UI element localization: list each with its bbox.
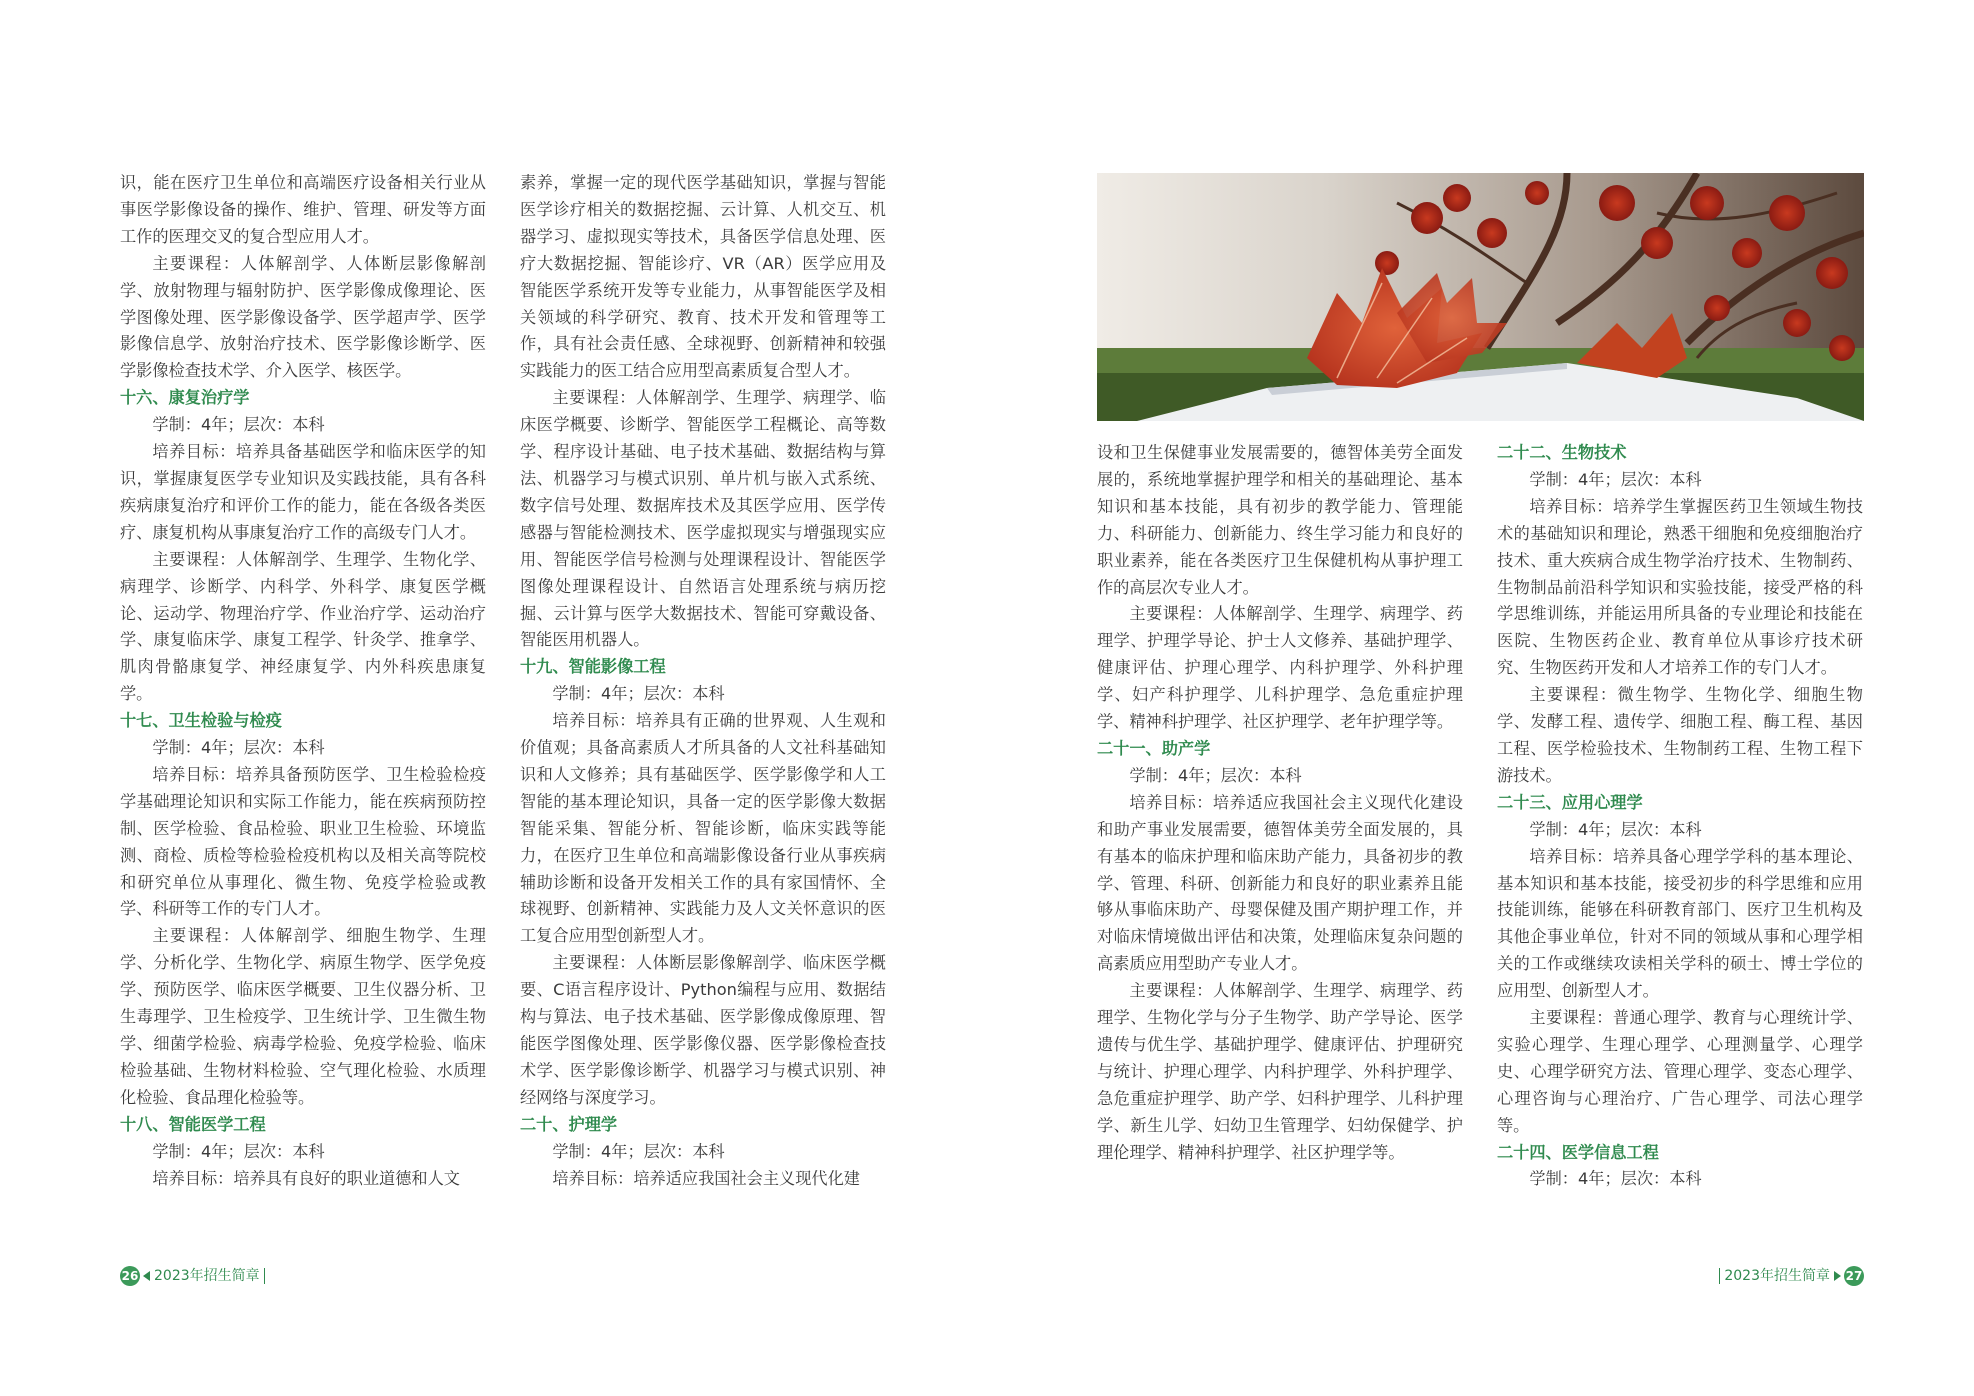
section-heading: 二十、护理学 [520,1114,618,1134]
right-page-column-2 [1497,440,1863,1193]
body-paragraph: 主要课程：普通心理学、教育与心理统计学、实验心理学、生理心理学、心理测量学、心理学史、心理学研究方法、管理心理学、变态心理学、心理咨询与心理治疗、广告心理学、司法心理学等。 [1497,1008,1863,1135]
left-page-number: 26 [120,1266,140,1286]
body-paragraph: 主要课程：人体解剖学、生理学、病理学、药理学、生物化学与分子生物学、助产学导论、医学遗传与优生学、基础护理学、健康评估、护理研究与统计、护理心理学、内科护理学、外科护理学、急危重症护理学、助产学、妇科护理学、儿科护理学、新生儿学、妇幼卫生管理学、妇幼保健学、护理伦理学、精神科护理学、社区护理学等。 [1097,981,1463,1162]
arrow-left-icon [143,1271,150,1281]
body-paragraph: 培养目标：培养具有正确的世界观、人生观和价值观；具备高素质人才所具备的人文社科基础知识和人文修养；具有基础医学、医学影像学和人工智能的基本理论知识，具备一定的医学影像大数据智能采集、智能分析、智能诊断，临床实践等能力，在医疗卫生单位和高端影像设备行业从事疾病辅助诊断和设备开发相关工作的具有家国情怀、全球视野、创新精神、实践能力及人文关怀意识的医工复合应用型创新型人才。 [520,711,886,946]
section-heading: 二十四、医学信息工程 [1497,1142,1659,1162]
section-heading: 十七、卫生检验与检疫 [120,711,282,731]
body-paragraph: 学制：4年；层次：本科 [1129,765,1302,785]
body-paragraph: 主要课程：人体解剖学、生理学、病理学、临床医学概要、诊断学、智能医学工程概论、高等数学、程序设计基础、电子技术基础、数据结构与算法、机器学习与模式识别、单片机与嵌入式系统、数字信号处理、数据库技术及其医学应用、医学传感器与智能检测技术、医学虚拟现实与增强现实应用、智能医学信号检测与处理课程设计、智能医学图像处理课程设计、自然语言处理系统与病历挖掘、云计算与医学大数据技术、智能可穿戴设备、智能医用机器人。 [520,388,886,650]
body-paragraph: 主要课程：人体解剖学、生理学、生物化学、病理学、诊断学、内科学、外科学、康复医学概论、运动学、物理治疗学、作业治疗学、运动治疗学、康复临床学、康复工程学、针灸学、推拿学、肌肉骨骼康复学、神经康复学、内外科疾患康复学。 [120,549,486,704]
body-paragraph: 学制：4年；层次：本科 [152,738,325,758]
body-paragraph: 培养目标：培养适应我国社会主义现代化建设和助产事业发展需要，德智体美劳全面发展的，具有基本的临床护理和临床助产能力，具备初步的教学、管理、科研、创新能力和良好的职业素养且能够从事临床助产、母婴保健及围产期护理工作，并对临床情境做出评估和决策，处理临床复杂问题的高素质应用型助产专业人才。 [1097,792,1463,974]
body-paragraph: 培养目标：培养学生掌握医药卫生领域生物技术的基础知识和理论，熟悉干细胞和免疫细胞治疗技术、重大疾病合成生物学治疗技术、生物制药、生物制品前沿科学知识和实验技能，接受严格的科学思维训练，并能运用所具备的专业理论和技能在医院、生物医药企业、教育单位从事诊疗技术研究、生物医药开发和人才培养工作的专门人才。 [1497,496,1863,678]
body-paragraph: 培养目标：培养具备基础医学和临床医学的知识，掌握康复医学专业知识及实践技能，具有各科疾病康复治疗和评价工作的能力，能在各级各类医疗、康复机构从事康复治疗工作的高级专门人才。 [120,442,486,542]
left-page-footer [120,1265,269,1287]
body-paragraph: 主要课程：人体解剖学、生理学、病理学、药理学、护理学导论、护士人文修养、基础护理学、健康评估、护理心理学、内科护理学、外科护理学、妇产科护理学、儿科护理学、急危重症护理学、精神科护理学、社区护理学、老年护理学等。 [1097,604,1463,732]
left-page-column-1 [120,170,486,1192]
arrow-right-icon [1834,1271,1841,1281]
body-paragraph: 学制：4年；层次：本科 [1529,469,1702,489]
section-heading: 十八、智能医学工程 [120,1114,266,1134]
footer-divider [1719,1268,1720,1284]
body-paragraph: 培养目标：培养具有良好的职业道德和人文 [152,1168,460,1188]
section-heading: 二十二、生物技术 [1497,443,1627,462]
right-page-column-1 [1097,440,1463,1166]
maple-leaves-photo [1097,173,1864,421]
body-paragraph: 设和卫生保健事业发展需要的，德智体美劳全面发展的，系统地掌握护理学和相关的基础理论、基本知识和基本技能，具有初步的教学能力、管理能力、科研能力、创新能力、终生学习能力和良好的职业素养，能在各类医疗卫生保健机构从事护理工作的高层次专业人才。 [1097,443,1463,597]
section-heading: 二十一、助产学 [1097,738,1211,758]
body-paragraph: 培养目标：培养适应我国社会主义现代化建 [552,1168,860,1188]
body-paragraph: 学制：4年；层次：本科 [152,1141,325,1161]
section-heading: 二十三、应用心理学 [1497,792,1643,812]
body-paragraph: 主要课程：微生物学、生物化学、细胞生物学、发酵工程、遗传学、细胞工程、酶工程、基因工程、医学检验技术、生物制药工程、生物工程下游技术。 [1497,685,1863,785]
right-footer-title: 2023年招生简章 [1724,1268,1830,1284]
body-paragraph: 培养目标：培养具备心理学学科的基本理论、基本知识和基本技能，接受初步的科学思维和应用技能训练，能够在科研教育部门、医疗卫生机构及其他企事业单位，针对不同的领域从事和心理学相关的工作或继续攻读相关学科的硕士、博士学位的应用型、创新型人才。 [1497,846,1863,1001]
body-paragraph: 主要课程：人体解剖学、人体断层影像解剖学、放射物理与辐射防护、医学影像成像理论、医学图像处理、医学影像设备学、医学超声学、医学影像信息学、放射治疗技术、医学影像诊断学、医学影像检查技术学、介入医学、核医学。 [120,253,486,381]
body-paragraph: 素养，掌握一定的现代医学基础知识，掌握与智能医学诊疗相关的数据挖掘、云计算、人机交互、机器学习、虚拟现实等技术，具备医学信息处理、医疗大数据挖掘、智能诊疗、VR（AR）医学应用及智能医学系统开发等专业能力，从事智能医学及相关领域的科学研究、教育、技术开发和管理等工作，具有社会责任感、全球视野、创新精神和较强实践能力的医工结合应用型高素质复合型人才。 [520,173,886,381]
body-paragraph: 培养目标：培养具备预防医学、卫生检验检疫学基础理论知识和实际工作能力，能在疾病预防控制、医学检验、食品检验、职业卫生检验、环境监测、商检、质检等检验检疫机构以及相关高等院校和研究单位从事理化、微生物、免疫学检验或教学、科研等工作的专门人才。 [120,764,486,919]
body-paragraph: 学制：4年；层次：本科 [1529,819,1702,839]
footer-divider [264,1268,265,1284]
left-page-column-2 [520,170,886,1192]
body-paragraph: 学制：4年；层次：本科 [552,684,725,704]
right-page-number: 27 [1844,1266,1864,1286]
body-paragraph: 学制：4年；层次：本科 [152,415,325,435]
body-paragraph: 主要课程：人体断层影像解剖学、临床医学概要、C语言程序设计、Python编程与应用、数据结构与算法、电子技术基础、医学影像成像原理、智能医学图像处理、医学影像仪器、医学影像检查技术学、医学影像诊断学、机器学习与模式识别、神经网络与深度学习。 [520,953,886,1107]
body-paragraph: 主要课程：人体解剖学、细胞生物学、生理学、分析化学、生物化学、病原生物学、医学免疫学、预防医学、临床医学概要、卫生仪器分析、卫生毒理学、卫生检疫学、卫生统计学、卫生微生物学、细菌学检验、病毒学检验、免疫学检验、临床检验基础、生物材料检验、空气理化检验、水质理化检验、食品理化检验等。 [120,926,486,1107]
body-paragraph: 学制：4年；层次：本科 [552,1141,725,1161]
body-paragraph: 学制：4年；层次：本科 [1529,1169,1702,1189]
section-heading: 十六、康复治疗学 [120,388,250,408]
body-paragraph: 识，能在医疗卫生单位和高端医疗设备相关行业从事医学影像设备的操作、维护、管理、研发等方面工作的医理交叉的复合型应用人才。 [120,173,486,246]
red-maple-leaves-on-open-book-photo-icon [1097,173,1864,421]
left-footer-title: 2023年招生简章 [154,1268,260,1284]
right-page-footer [1715,1265,1864,1287]
section-heading: 十九、智能影像工程 [520,657,666,677]
